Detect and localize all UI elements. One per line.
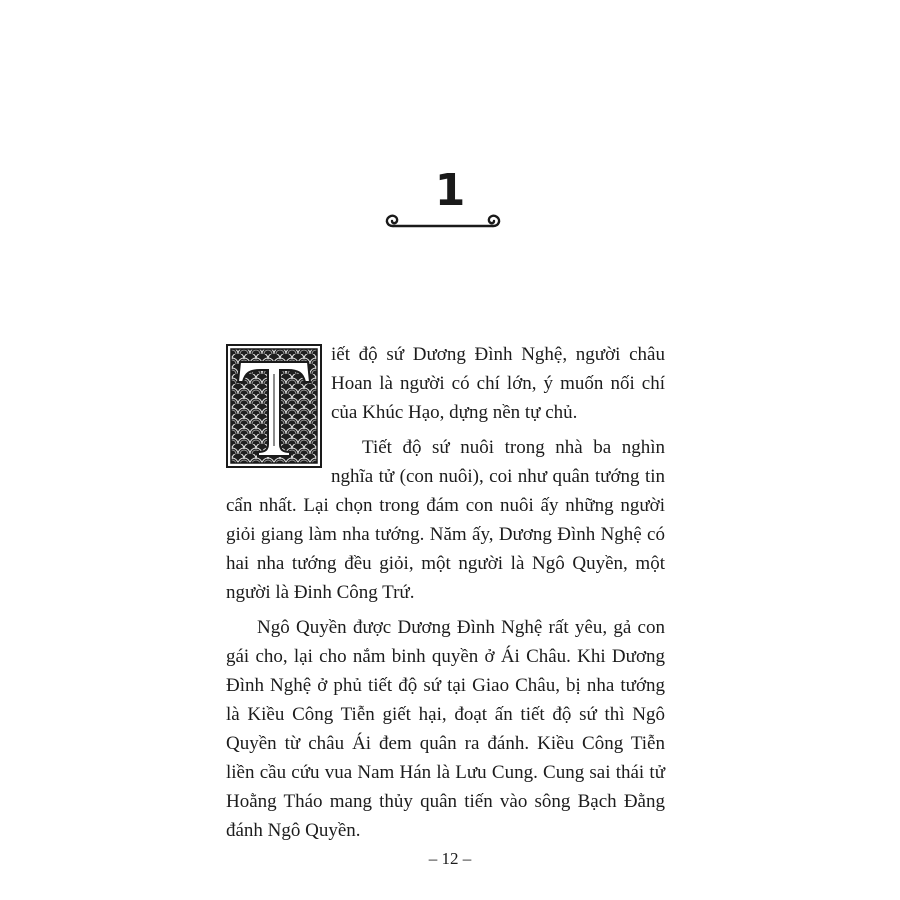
chapter-body [226, 340, 665, 851]
paragraph-2: Tiết độ sứ nuôi trong nhà ba nghìn nghĩa tử (con nuôi), coi như quân tướng tin cẩn nhất. Lại chọn trong đám con nuôi ấy những người giỏi giang làm nha tướng. Năm ấy, Dương Đình Nghệ có hai nha tướng đều giỏi, một người là Ngô Quyền, một người là Đinh Công Trứ. [226, 437, 665, 603]
paragraph-1: iết độ sứ Dương Đình Nghệ, người châu Hoan là người có chí lớn, ý muốn nối chí của Khúc Hạo, dựng nền tự chủ. [331, 344, 665, 423]
paragraph-3: Ngô Quyền được Dương Đình Nghệ rất yêu, gả con gái cho, lại cho nắm binh quyền ở Ái Châu. Khi Dương Đình Nghệ ở phủ tiết độ sứ tại Giao Châu, bị nha tướng là Kiều Công Tiễn giết hại, đoạt ấn tiết độ sứ thì Ngô Quyền từ châu Ái đem quân ra đánh. Kiều Công Tiễn liền cầu cứu vua Nam Hán là Lưu Cung. Cung sai thái tử Hoằng Tháo mang thủy quân tiến vào sông Bạch Đằng đánh Ngô Quyền. [226, 617, 665, 841]
ornamental-initial-icon [226, 344, 322, 468]
page-number: – 12 – [428, 849, 472, 868]
chapter-number: 1 [434, 165, 466, 216]
scroll-divider-icon [380, 208, 506, 236]
